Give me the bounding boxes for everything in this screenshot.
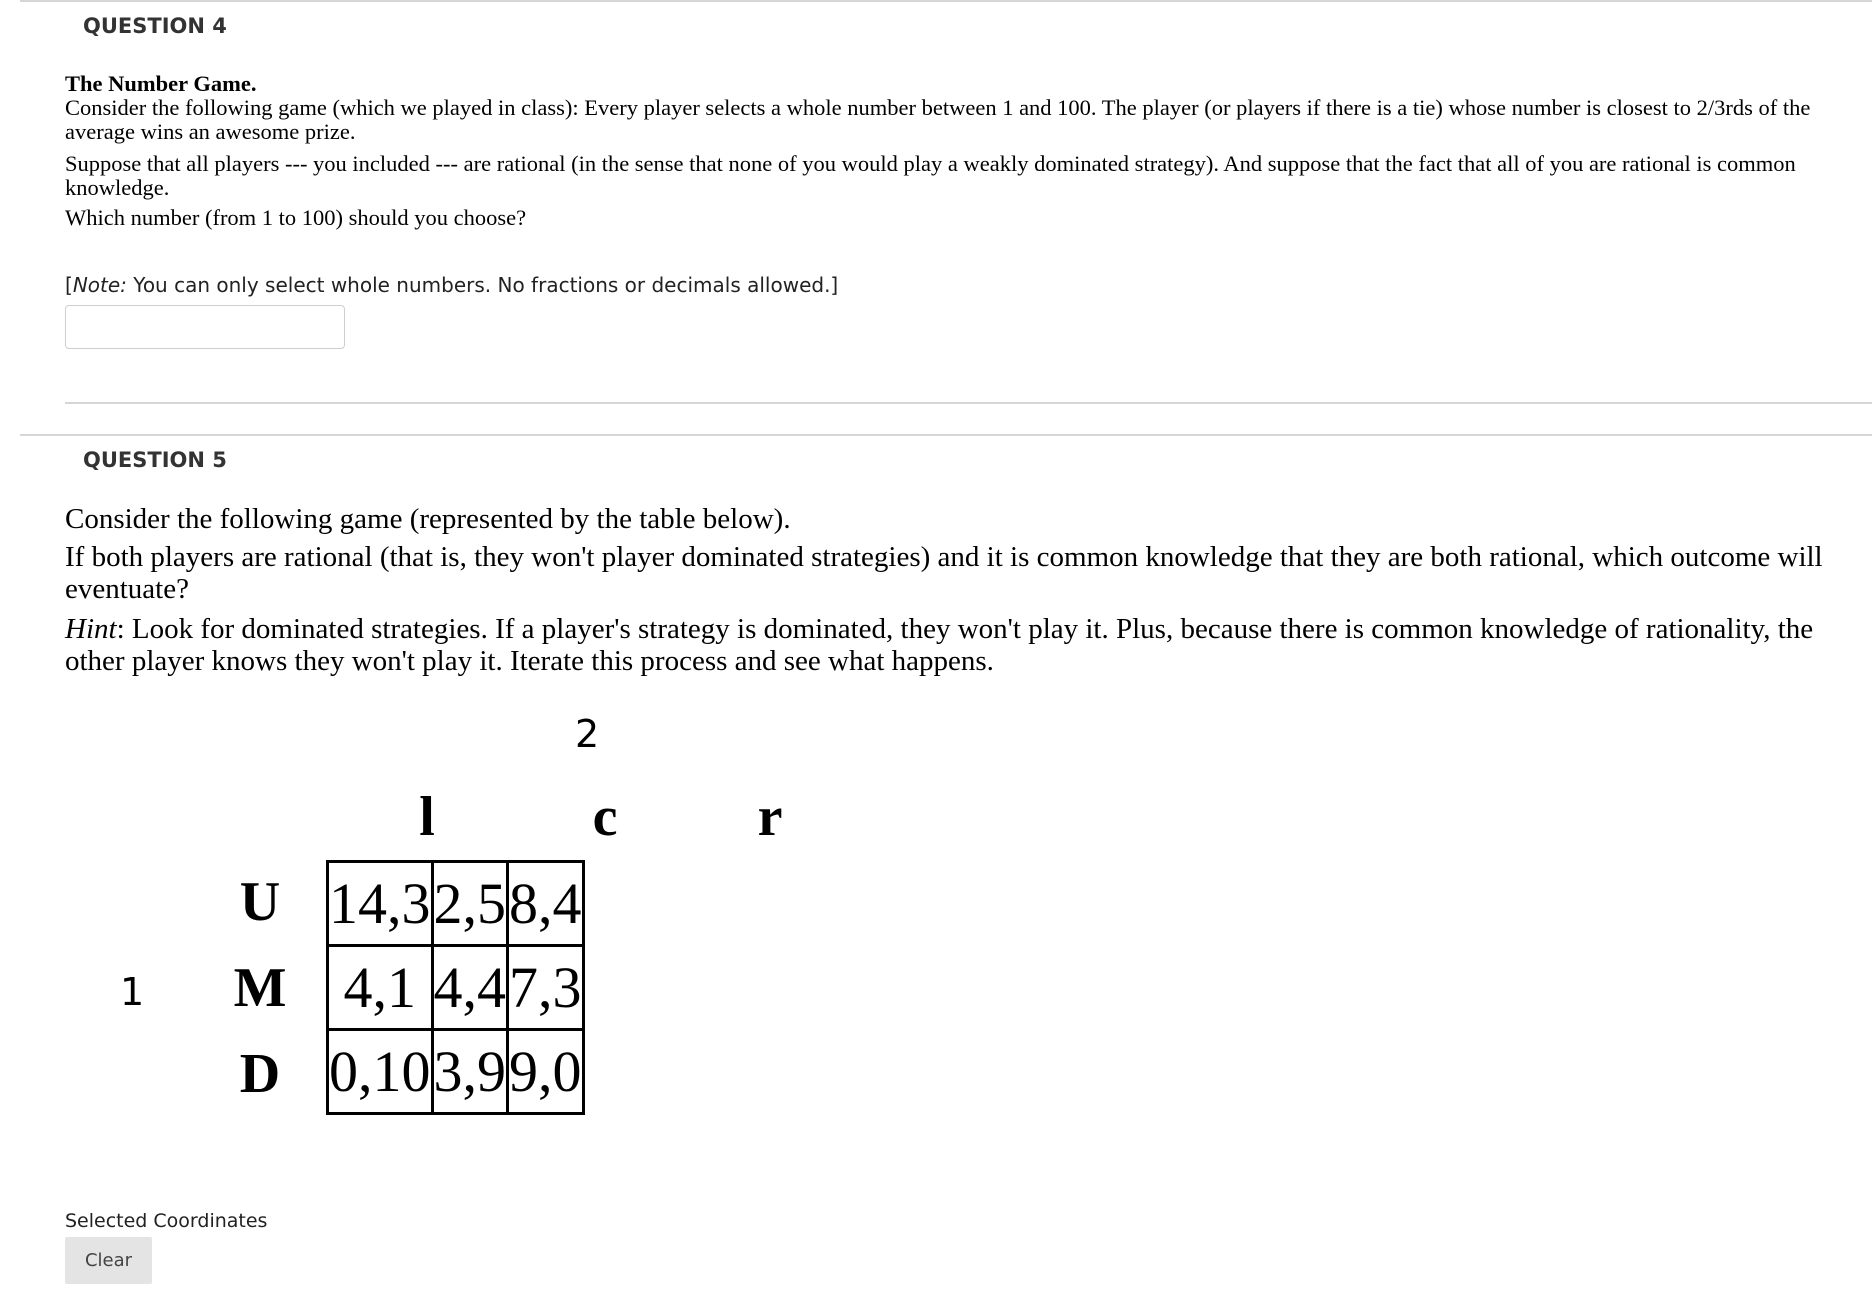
row-header-U: U (239, 871, 281, 933)
row-header-M: M (233, 957, 287, 1019)
note-open-bracket: [ (65, 273, 73, 297)
question-5-body (65, 503, 1845, 677)
payoff-cell-U-c: 2,5 (432, 862, 508, 946)
payoff-cell-U-l: 14,3 (328, 862, 433, 946)
player-1-label: 1 (120, 970, 145, 1014)
row-header-D: D (239, 1043, 281, 1105)
note-label: Note: (72, 273, 127, 297)
payoff-cell-M-l: 4,1 (328, 946, 433, 1030)
payoff-cell-D-l: 0,10 (328, 1030, 433, 1114)
player-2-label: 2 (575, 712, 600, 756)
question-5-header: QUESTION 5 (83, 448, 227, 472)
question-4-body (65, 72, 1845, 230)
question-5-hint (65, 613, 1845, 677)
payoff-cell-U-r: 8,4 (508, 862, 584, 946)
payoff-cell-M-r: 7,3 (508, 946, 584, 1030)
question-4-bottom-rule (65, 402, 1872, 404)
question-5-line-2: If both players are rational (that is, they won't player dominated strategies) and it is common knowledge that they are both rational, which outcome will eventuate? (65, 541, 1823, 605)
selected-coordinates-label: Selected Coordinates (65, 1210, 268, 1232)
note-text: You can only select whole numbers. No fractions or decimals allowed.] (126, 273, 839, 297)
question-4-title: The Number Game. (65, 71, 257, 96)
clear-button[interactable]: Clear (65, 1237, 152, 1284)
payoff-table (326, 860, 585, 1115)
question-4-note (65, 273, 838, 297)
question-4-paragraph-3: Which number (from 1 to 100) should you choose? (65, 205, 527, 230)
payoff-row-U (328, 862, 584, 946)
payoff-cell-D-r: 9,0 (508, 1030, 584, 1114)
payoff-row-M (328, 946, 584, 1030)
column-header-r: r (757, 786, 783, 848)
column-header-l: l (419, 786, 435, 848)
payoff-cell-M-c: 4,4 (432, 946, 508, 1030)
hint-text: : Look for dominated strategies. If a player's strategy is dominated, they won't play it. Plus, because there is common knowledge of rationality, the other player knows they won't play it. Iterate this process and see what happens. (65, 613, 1814, 677)
column-header-c: c (592, 786, 618, 848)
top-divider (20, 0, 1872, 2)
question-4-paragraph-2: Suppose that all players --- you included --- are rational (in the sense that none of you would play a weakly dominated strategy). And suppose that the fact that all of you are rational is common knowledge. (65, 151, 1796, 200)
question-5-line-1: Consider the following game (represented by the table below). (65, 503, 791, 535)
payoff-row-D (328, 1030, 584, 1114)
payoff-cell-D-c: 3,9 (432, 1030, 508, 1114)
question-4-header: QUESTION 4 (83, 14, 227, 38)
question-4-paragraph-1: Consider the following game (which we played in class): Every player selects a whole number between 1 and 100. The player (or players if there is a tie) whose number is closest to 2/3rds of the average wins an awesome prize. (65, 95, 1811, 144)
answer-input[interactable] (65, 305, 345, 349)
hint-label: Hint (65, 613, 117, 645)
question-separator (20, 434, 1872, 436)
